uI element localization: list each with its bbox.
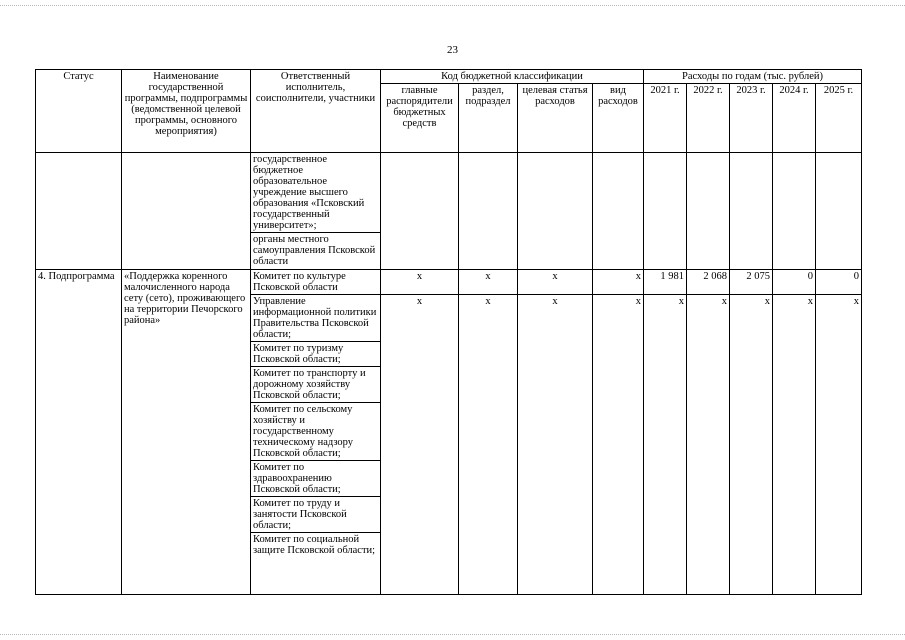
header-year-2021: 2021 г. bbox=[644, 84, 687, 153]
cell-year-2024: x bbox=[773, 295, 816, 595]
cell-year-2021: x bbox=[644, 295, 687, 595]
executor-item: Комитет по транспорту и дорожному хозяйству Псковской области; bbox=[251, 366, 380, 401]
executor-item: Управление информационной политики Правительства Псковской области; bbox=[253, 296, 377, 340]
cell-code-main-manager: x bbox=[381, 295, 459, 595]
cell-year-2021: 1 981 bbox=[644, 270, 687, 295]
cell-year-2025: x bbox=[816, 295, 862, 595]
header-name: Наименование государственной программы, подпрограммы (ведомственной целевой программы, основного мероприятия) bbox=[122, 70, 251, 153]
cell-code-expense-type: x bbox=[593, 295, 644, 595]
cell-code-expense-type: x bbox=[593, 270, 644, 295]
cell-code-section: x bbox=[459, 295, 518, 595]
cell-status bbox=[36, 153, 122, 270]
header-code-target-article: целевая статья расходов bbox=[518, 84, 593, 153]
cell-code-target-article: x bbox=[518, 270, 593, 295]
header-status: Статус bbox=[36, 70, 122, 153]
table-row-subprogram-culture bbox=[36, 270, 862, 295]
executor-item: Комитет по туризму Псковской области; bbox=[251, 341, 380, 365]
cell-executors bbox=[251, 153, 381, 270]
cell-year-2025: 0 bbox=[816, 270, 862, 295]
cell-code-main-manager: x bbox=[381, 270, 459, 295]
cell-name bbox=[122, 153, 251, 270]
header-code-expense-type: вид расходов bbox=[593, 84, 644, 153]
cell-code-target-article: x bbox=[518, 295, 593, 595]
executor-item: Комитет по труду и занятости Псковской области; bbox=[251, 496, 380, 531]
page-number: 23 bbox=[447, 44, 458, 56]
header-year-2023: 2023 г. bbox=[730, 84, 773, 153]
header-year-2024: 2024 г. bbox=[773, 84, 816, 153]
scan-bottom-edge bbox=[0, 634, 905, 635]
executor-item: государственное бюджетное образовательное учреждение высшего образования «Псковский государственный университет»; bbox=[253, 154, 365, 231]
executor-item: Комитет по здравоохранению Псковской области; bbox=[251, 460, 380, 495]
executor-item: Комитет по социальной защите Псковской области; bbox=[251, 532, 380, 556]
table-row-continuation bbox=[36, 153, 862, 270]
cell-year-2023: x bbox=[730, 295, 773, 595]
header-year-2022: 2022 г. bbox=[687, 84, 730, 153]
scan-top-edge bbox=[0, 5, 905, 6]
cell-executors bbox=[251, 295, 381, 595]
budget-table bbox=[35, 69, 862, 595]
cell-code-section: x bbox=[459, 270, 518, 295]
header-executor: Ответственный исполнитель, соисполнители, участники bbox=[251, 70, 381, 153]
header-budget-code-group: Код бюджетной классификации bbox=[381, 70, 644, 84]
header-code-section: раздел, подраздел bbox=[459, 84, 518, 153]
cell-subprogram-name: «Поддержка коренного малочисленного народа сету (сето), проживающего на территории Печорского района» bbox=[122, 270, 251, 595]
cell-subprogram-status: 4. Подпрограмма bbox=[36, 270, 122, 595]
cell-year-2024: 0 bbox=[773, 270, 816, 295]
header-expenses-group: Расходы по годам (тыс. рублей) bbox=[644, 70, 862, 84]
executor-item: Комитет по сельскому хозяйству и государственному техническому надзору Псковской области; bbox=[251, 402, 380, 459]
header-code-main-manager: главные распорядители бюджетных средств bbox=[381, 84, 459, 153]
cell-executor: Комитет по культуре Псковской области bbox=[251, 270, 381, 295]
header-year-2025: 2025 г. bbox=[816, 84, 862, 153]
cell-year-2023: 2 075 bbox=[730, 270, 773, 295]
executor-item: органы местного самоуправления Псковской области bbox=[251, 232, 380, 267]
cell-year-2022: 2 068 bbox=[687, 270, 730, 295]
cell-year-2022: x bbox=[687, 295, 730, 595]
